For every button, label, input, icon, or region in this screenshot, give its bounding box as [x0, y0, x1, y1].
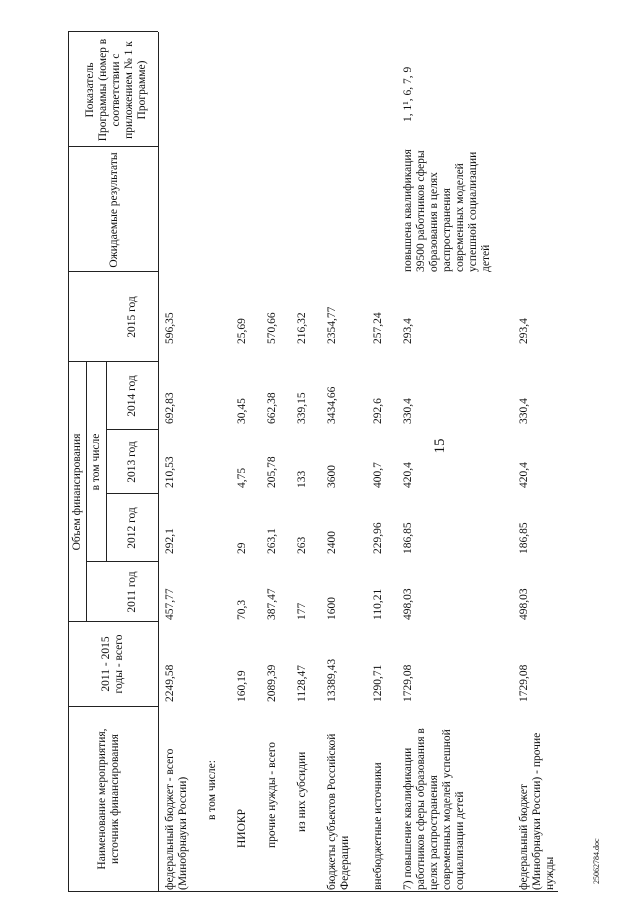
footer-doc-name: 25062784.doc — [592, 838, 601, 884]
row-name: 7) повышение квалификации работников сферы образования в целях распространения современных моделей успешной социализации детей — [402, 728, 466, 890]
table-top-border — [68, 32, 69, 892]
row-2013: 420,4 — [518, 462, 530, 488]
row-2014: 339,15 — [296, 392, 308, 424]
header-bottom-border — [158, 32, 159, 892]
row-2012: 263,1 — [266, 528, 278, 554]
row-2014: 330,4 — [518, 398, 530, 424]
col-sep-name — [68, 706, 158, 707]
row-indicator: 1, 1¹, 6, 7, 9 — [402, 66, 414, 122]
row-2012: 29 — [236, 542, 248, 554]
header-name: Наименование мероприятия, источник финансирования — [96, 728, 121, 870]
volume-underline — [86, 362, 87, 622]
col-sep-results — [68, 146, 158, 147]
row-results: повышена квалификация 39500 работников сферы образования в целях распространения современных моделей успешной социализации детей — [402, 149, 492, 272]
row-2012: 229,96 — [372, 522, 384, 554]
row-2012: 263 — [296, 536, 308, 554]
header-including: в том числе — [90, 433, 102, 491]
row-2012: 186,85 — [402, 522, 414, 554]
including-underline — [106, 362, 107, 562]
row-2015: 293,4 — [518, 318, 530, 344]
row-2015: 293,4 — [402, 318, 414, 344]
row-2015: 2354,77 — [326, 306, 338, 344]
header-indicator: Показатель Программы (номер в соответствии с приложением № 1 к Программе) — [84, 38, 148, 142]
table-right-border — [68, 31, 158, 32]
row-2011: 387,47 — [266, 588, 278, 620]
row-2011: 70,3 — [236, 599, 248, 620]
row-2014: 3434,66 — [326, 386, 338, 424]
page-number: 15 — [432, 438, 448, 454]
row-total: 160,19 — [236, 670, 248, 702]
row-2012: 186,85 — [518, 522, 530, 554]
row-2014: 292,6 — [372, 398, 384, 424]
row-2015: 25,69 — [236, 318, 248, 344]
row-2013: 400,7 — [372, 462, 384, 488]
row-2011: 1600 — [326, 597, 338, 620]
row-2013: 420,4 — [402, 462, 414, 488]
row-2015: 257,24 — [372, 312, 384, 344]
row-2011: 498,03 — [402, 588, 414, 620]
row-2012: 292,1 — [164, 528, 176, 554]
col-sep-2011 — [86, 561, 158, 562]
header-2011: 2011 год — [126, 571, 138, 613]
row-2015: 596,35 — [164, 312, 176, 344]
row-total: 1729,08 — [402, 664, 414, 702]
header-2012: 2012 год — [126, 507, 138, 549]
row-name: бюджеты субъектов Российской Федерации — [326, 733, 351, 890]
row-2011: 177 — [296, 602, 308, 620]
header-results: Ожидаемые результаты — [108, 152, 120, 268]
header-total: 2011 - 2015 годы - всего — [100, 634, 125, 694]
row-2013: 210,53 — [164, 456, 176, 488]
row-total: 2089,39 — [266, 664, 278, 702]
row-2014: 330,4 — [402, 398, 414, 424]
row-2014: 30,45 — [236, 398, 248, 424]
header-2013: 2013 год — [126, 441, 138, 483]
col-sep-2013 — [106, 429, 158, 430]
row-2013: 4,75 — [236, 467, 248, 488]
row-2012: 2400 — [326, 531, 338, 554]
col-sep-total — [68, 621, 158, 622]
row-2011: 110,21 — [372, 588, 384, 620]
col-sep-2015 — [68, 271, 158, 272]
row-2014: 692,83 — [164, 392, 176, 424]
row-total: 1290,71 — [372, 664, 384, 702]
row-2013: 205,78 — [266, 456, 278, 488]
row-2015: 570,66 — [266, 312, 278, 344]
table-left-border — [68, 891, 558, 892]
row-name: федеральный бюджет - всего (Минобрнауки России) — [164, 748, 189, 890]
row-2013: 133 — [296, 470, 308, 488]
row-total: 1729,08 — [518, 664, 530, 702]
header-2014: 2014 год — [126, 375, 138, 417]
row-2011: 498,03 — [518, 588, 530, 620]
row-total: 1128,47 — [296, 665, 308, 702]
financing-table — [68, 32, 558, 892]
col-sep-volume-end — [68, 361, 158, 362]
row-name: из них субсидии — [296, 751, 308, 832]
row-name: внебюджетные источники — [372, 762, 384, 890]
row-total: 13389,43 — [326, 658, 338, 702]
row-2011: 457,77 — [164, 588, 176, 620]
header-2015: 2015 год — [126, 296, 138, 338]
row-name: в том числе: — [206, 760, 218, 820]
row-2013: 3600 — [326, 465, 338, 488]
row-name: НИОКР — [236, 809, 248, 848]
row-name: прочие нужды - всего — [266, 741, 278, 848]
row-2014: 662,38 — [266, 392, 278, 424]
col-sep-2012 — [106, 493, 158, 494]
row-total: 2249,58 — [164, 664, 176, 702]
row-2015: 216,32 — [296, 312, 308, 344]
row-name: федеральный бюджет (Минобрнауки России) - прочие нужды — [518, 732, 556, 890]
header-volume: Объем финансирования — [71, 433, 83, 551]
